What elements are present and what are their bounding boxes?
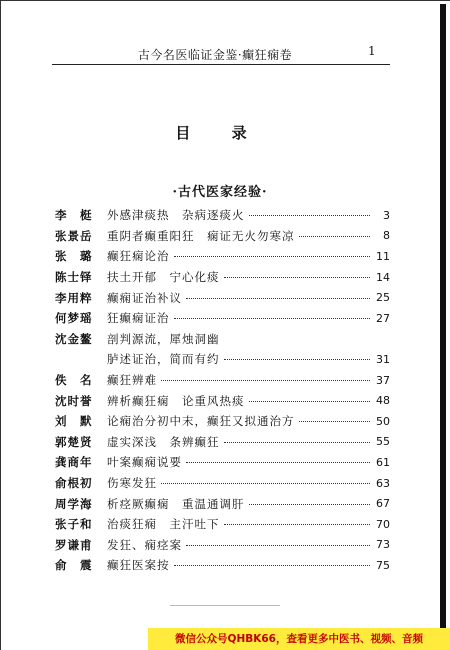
toc-entry-title: 狂癫痫证治 [107, 311, 170, 326]
toc-list [55, 205, 390, 576]
toc-leader-dots [186, 297, 370, 299]
toc-entry-page: 37 [376, 373, 390, 387]
toc-entry-page: 27 [376, 311, 390, 325]
toc-entry-title: 伤寒发狂 [107, 476, 157, 491]
toc-entry-title: 虚实深浅 条辨癫狂 [107, 434, 220, 449]
toc-entry-author: 龚商年 [55, 455, 93, 470]
toc-entry-author: 张 璐 [55, 249, 93, 264]
toc-entry-title: 治痰狂痫 主汗吐下 [107, 517, 220, 532]
page-number: 1 [368, 44, 376, 58]
toc-entry-title: 辨析癫狂痫 论重风热痰 [107, 393, 245, 408]
watermark-banner: 微信公众号QHBK66，查看更多中医书、视频、音频 [148, 628, 450, 650]
running-header: 古今名医临证金鉴·癫狂痫卷 [137, 48, 293, 62]
toc-leader-dots [186, 544, 370, 546]
toc-entry-page: 63 [376, 476, 390, 490]
toc-entry-title: 析痉厥癫痫 重温通调肝 [107, 496, 245, 511]
toc-entry-page: 55 [376, 435, 390, 449]
toc-entry-title: 论痫治分初中末，癫狂又拟通治方 [107, 414, 295, 429]
toc-entry[interactable] [55, 493, 390, 514]
toc-entry[interactable] [55, 535, 390, 556]
toc-entry-page: 14 [376, 270, 390, 284]
toc-entry-author: 张子和 [55, 517, 93, 532]
toc-entry-author: 沈金鳌 [55, 331, 93, 346]
toc-entry-author: 何梦瑶 [55, 311, 93, 326]
section-title: ·古代医家经验· [172, 185, 268, 200]
toc-entry-page: 25 [376, 291, 390, 305]
toc-entry[interactable] [55, 308, 390, 329]
toc-entry[interactable] [55, 411, 390, 432]
toc-entry-page: 11 [376, 249, 390, 263]
toc-entry-title: 癫狂辨难 [107, 373, 157, 388]
toc-leader-dots [224, 358, 371, 360]
footer-rule [170, 605, 280, 606]
toc-entry-page: 70 [376, 517, 390, 531]
toc-entry[interactable] [55, 226, 390, 247]
toc-entry-author: 张景岳 [55, 228, 93, 243]
toc-entry-page: 50 [376, 414, 390, 428]
toc-entry[interactable] [55, 452, 390, 473]
toc-entry-page: 75 [376, 558, 390, 572]
toc-entry-page: 67 [376, 497, 390, 511]
toc-leader-dots [224, 276, 371, 278]
toc-entry-author: 周学海 [55, 496, 93, 511]
toc-entry[interactable] [55, 267, 390, 288]
toc-leader-dots [161, 379, 370, 381]
toc-entry[interactable] [55, 246, 390, 267]
toc-entry-author: 郭楚贤 [55, 434, 93, 449]
toc-entry-author: 陈士铎 [55, 270, 93, 285]
toc-entry[interactable] [55, 390, 390, 411]
toc-leader-dots [249, 214, 371, 216]
toc-leader-dots [186, 461, 370, 463]
toc-entry-page: 48 [376, 394, 390, 408]
toc-entry-author: 李用粹 [55, 290, 93, 305]
toc-entry[interactable] [55, 514, 390, 535]
toc-leader-dots [249, 400, 371, 402]
toc-entry-author: 李 梃 [55, 208, 93, 223]
toc-entry-author: 俞根初 [55, 476, 93, 491]
toc-entry[interactable] [55, 432, 390, 453]
toc-title: 目 录 [175, 124, 265, 142]
toc-leader-dots [224, 441, 371, 443]
toc-entry-author: 佚 名 [55, 373, 93, 388]
toc-entry-title: 剖判源流，犀烛洞幽 [107, 331, 220, 346]
toc-entry-page: 73 [376, 538, 390, 552]
toc-leader-dots [299, 420, 371, 422]
toc-entry[interactable] [55, 329, 390, 350]
toc-entry-title: 重阴者癫重阳狂 痫证无火勿寒凉 [107, 228, 295, 243]
toc-entry-page: 61 [376, 455, 390, 469]
toc-entry-author: 俞 震 [55, 558, 93, 573]
toc-entry-title: 胪述证治，简而有约 [107, 352, 220, 367]
toc-entry[interactable] [55, 370, 390, 391]
toc-entry[interactable] [55, 473, 390, 494]
toc-entry-title: 癫狂医案按 [107, 558, 170, 573]
toc-entry-title: 癫狂痫论治 [107, 249, 170, 264]
toc-leader-dots [161, 482, 370, 484]
toc-entry-author: 刘 默 [55, 414, 93, 429]
toc-leader-dots [174, 564, 371, 566]
header-rule [52, 64, 390, 65]
toc-leader-dots [174, 255, 371, 257]
toc-leader-dots [249, 503, 371, 505]
toc-entry[interactable] [55, 349, 390, 370]
toc-entry-title: 叶案癫痫说要 [107, 455, 182, 470]
toc-entry-page: 3 [383, 208, 390, 222]
toc-entry[interactable] [55, 555, 390, 576]
page-border-left [0, 0, 1, 650]
toc-entry-page: 31 [376, 352, 390, 366]
page-edge-shadow [440, 4, 446, 628]
toc-entry-page: 8 [383, 229, 390, 243]
page-border-top [0, 0, 450, 1]
toc-leader-dots [174, 317, 371, 319]
toc-entry[interactable] [55, 205, 390, 226]
toc-entry[interactable] [55, 287, 390, 308]
toc-leader-dots [224, 523, 371, 525]
toc-entry-title: 癫痫证治补议 [107, 290, 182, 305]
toc-entry-title: 发狂、痫痉案 [107, 537, 182, 552]
toc-entry-author: 沈时誉 [55, 393, 93, 408]
toc-entry-title: 外感津痰热 杂病逐痰火 [107, 208, 245, 223]
toc-leader-dots [299, 235, 371, 237]
toc-entry-author: 罗谦甫 [55, 537, 93, 552]
toc-entry-title: 扶土开郁 宁心化痰 [107, 270, 220, 285]
